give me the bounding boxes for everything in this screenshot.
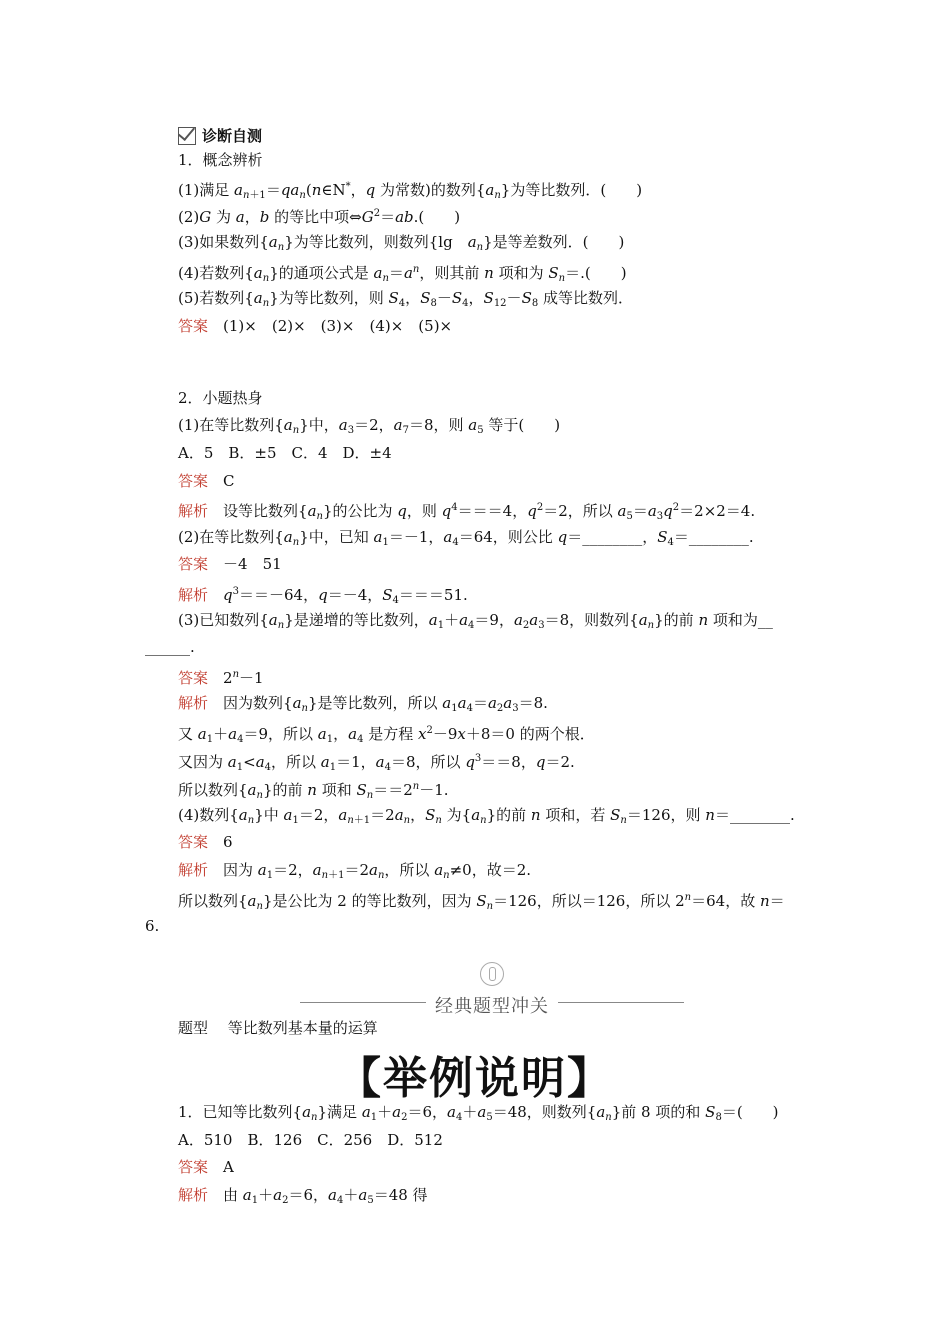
q2-4-analysis-1: 解析 因为 $a_1=2$，$a_{n+1}=2a_n$，所以 $a_n\ne 0$，故＝2. xyxy=(178,861,532,881)
q2-2-analysis: 解析 $q^3==-64$，q＝－4，$S_4===51$. xyxy=(178,586,468,606)
q2-3-analysis-4: 所以数列$\{a_n\}$的前 n 项和 $S_n==2^n-1$. xyxy=(178,781,449,801)
q2-3-answer: 答案 $2^n-1$ xyxy=(178,669,264,687)
q2-2-stem: (2)在等比数列$\{a_n\}$中，已知 $a_1=-1$，$a_4=64$，则公比 q＝________，$S_4=\_\_\_\_\_\_\_\_$. xyxy=(178,528,754,548)
q2-1-analysis: 解析 设等比数列$\{a_n\}$的公比为 q，则 $q^4===4$，$q^2=2$，所以 $a_5=a_3q^2=2\times 2=4$. xyxy=(178,502,756,522)
q2-2-answer: 答案 －4 51 xyxy=(178,555,282,573)
q1-answer: 答案 (1)× (2)× (3)× (4)× (5)× xyxy=(178,317,453,335)
q1-title: 1．概念辨析 xyxy=(178,151,263,169)
q1-item-4: (4)若数列$\{a_n\}$的通项公式是 $a_n=a^n$，则其前 n 项和为 $S_n=$.( ) xyxy=(178,264,627,284)
ex1-answer: 答案 A xyxy=(178,1158,234,1176)
q2-4-analysis-3: 6. xyxy=(145,917,160,935)
q2-3-analysis-3: 又因为 $a_1<a_4$，所以 $a_1=1$，$a_4=8$，所以 $q^3==8$，q＝2. xyxy=(178,753,575,773)
ex1-analysis: 解析 由 $a_1+a_2=6$，$a_4+a_5=48$ 得 xyxy=(178,1186,428,1206)
q2-4-analysis-2: 所以数列$\{a_n\}$是公比为 2 的等比数列，因为 $S_n=126$，所以＝126，所以 $2^n=64$，故 n＝ xyxy=(178,892,785,912)
q2-3-stem: (3)已知数列$\{a_n\}$是递增的等比数列，$a_1+a_4=9$，$a_2a_3=8$，则数列$\{a_n\}$的前 n 项和为__ xyxy=(178,611,773,631)
q1-item-2: (2)G 为 a，b 的等比中项$\Leftrightarrow G^2=ab$.( ) xyxy=(178,208,461,226)
q2-4-stem: (4)数列$\{a_n\}$中 $a_1=2$，$a_{n+1}=2a_n$，$S_n$ 为$\{a_n\}$的前 n 项和，若 $S_n=126$，则 n＝________. xyxy=(178,806,795,826)
section-banner xyxy=(300,960,684,1018)
q1-item-5: (5)若数列$\{a_n\}$为等比数列，则 $S_4$，$S_8-S_4$，$S_{12}-S_8$ 成等比数列． xyxy=(178,289,633,309)
q2-1-stem: (1)在等比数列$\{a_n\}$中，$a_3=2$，$a_7=8$，则 $a_5$ 等于( ) xyxy=(178,416,561,436)
q2-4-answer: 答案 6 xyxy=(178,833,233,851)
q2-3-stem-cont: ______. xyxy=(145,638,195,656)
ex1-options: A．510 B．126 C．256 D．512 xyxy=(178,1131,443,1149)
q2-1-answer: 答案 C xyxy=(178,472,235,490)
example-title: 【举例说明】 xyxy=(337,1053,613,1104)
checkmark-icon xyxy=(178,127,196,145)
section-heading xyxy=(178,125,262,146)
q2-title: 2．小题热身 xyxy=(178,389,263,407)
q2-1-options: A．5 B．±5 C．4 D．±4 xyxy=(178,444,392,462)
q2-3-analysis-2: 又 $a_1+a_4=9$，所以 $a_1$，$a_4$ 是方程 $x^2-9x+8=0$ 的两个根． xyxy=(178,725,595,745)
ex1-stem: 1．已知等比数列$\{a_n\}$满足 $a_1+a_2=6$，$a_4+a_5=48$，则数列$\{a_n\}$前 8 项的和 $S_8=$( ) xyxy=(178,1103,779,1123)
emblem-icon xyxy=(480,962,504,986)
section-banner-title: 经典题型冲关 xyxy=(435,996,549,1017)
heading-text: 诊断自测 xyxy=(202,127,263,145)
q1-item-3: (3)如果数列$\{a_n\}$为等比数列，则数列{lg $a_n$}是等差数列．( ) xyxy=(178,233,625,253)
q1-item-1: (1)满足 $a_{n+1}=qa_n(n\in N^*$，q 为常数)的数列$\{a_n\}$为等比数列．( ) xyxy=(178,181,643,201)
q2-3-analysis-1: 解析 因为数列$\{a_n\}$是等比数列，所以 $a_1a_4=a_2a_3=8$. xyxy=(178,694,548,714)
topic-line: 题型 等比数列基本量的运算 xyxy=(178,1019,378,1037)
